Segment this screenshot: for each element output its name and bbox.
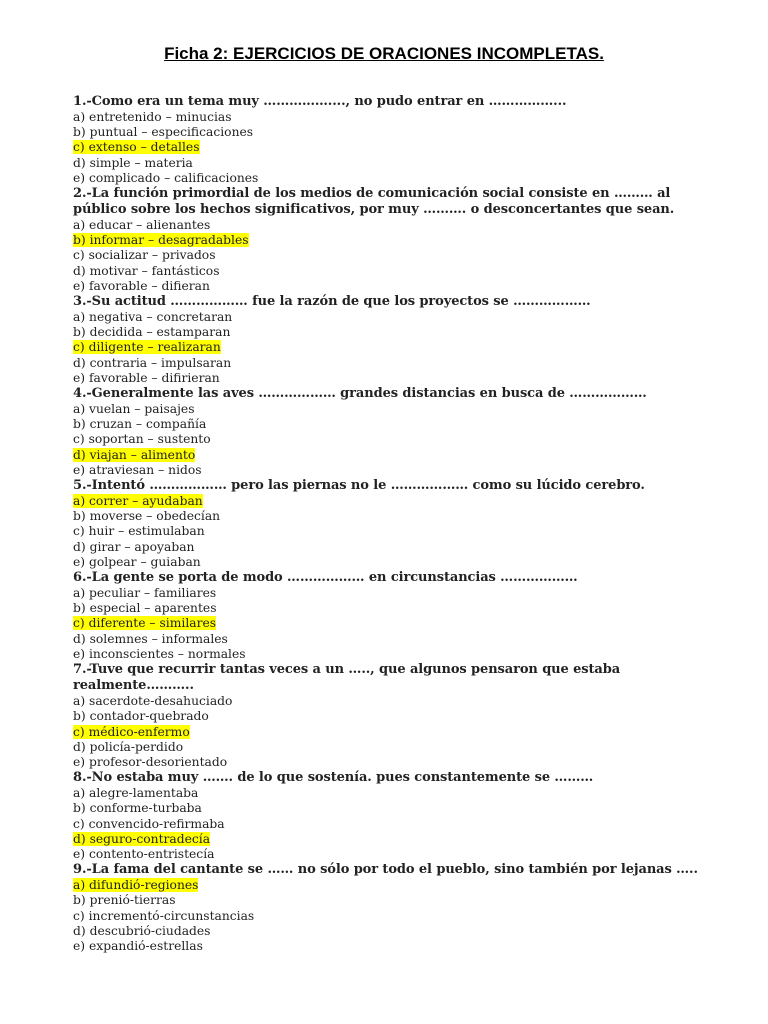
question-block bbox=[73, 94, 713, 186]
question-text: 2.-La función primordial de los medios de comunicación social consiste en ……… al público sobre los hechos significativos, por muy ………. o desconcertantes que sean. bbox=[73, 186, 675, 218]
option-line bbox=[73, 524, 713, 539]
option-line bbox=[73, 755, 713, 770]
highlighted-answer: c) extenso – detalles bbox=[73, 140, 200, 155]
option-text: a) vuelan – paisajes bbox=[73, 402, 195, 417]
page-title: Ficha 2: EJERCICIOS DE ORACIONES INCOMPLETAS. bbox=[164, 44, 604, 63]
option-line bbox=[73, 233, 713, 248]
option-line bbox=[73, 140, 713, 155]
option-text: e) favorable – difirieran bbox=[73, 370, 220, 385]
option-text: a) sacerdote-desahuciado bbox=[73, 694, 233, 709]
option-text: c) huir – estimulaban bbox=[73, 524, 205, 539]
option-line bbox=[73, 218, 713, 233]
options-list bbox=[73, 402, 713, 478]
question-block bbox=[73, 862, 713, 954]
question-text: 9.-La fama del cantante se …… no sólo por todo el pueblo, sino también por lejanas ….. bbox=[73, 862, 698, 878]
option-line bbox=[73, 694, 713, 709]
option-line bbox=[73, 817, 713, 832]
option-text: e) favorable – difieran bbox=[73, 278, 210, 293]
option-text: c) soportan – sustento bbox=[73, 432, 211, 447]
option-text: a) negativa – concretaran bbox=[73, 310, 233, 325]
options-list bbox=[73, 694, 713, 770]
question-block bbox=[73, 478, 713, 570]
option-line bbox=[73, 909, 713, 924]
option-text: d) solemnes – informales bbox=[73, 631, 228, 646]
option-line bbox=[73, 647, 713, 662]
question-block bbox=[73, 186, 713, 294]
option-text: c) convencido-refirmaba bbox=[73, 816, 225, 831]
options-list bbox=[73, 494, 713, 570]
option-line bbox=[73, 893, 713, 908]
option-text: c) socializar – privados bbox=[73, 248, 216, 263]
option-line bbox=[73, 924, 713, 939]
option-text: e) atraviesan – nidos bbox=[73, 462, 202, 477]
option-text: e) golpear – guiaban bbox=[73, 554, 201, 569]
option-line bbox=[73, 325, 713, 340]
question-text: 4.-Generalmente las aves ……………… grandes distancias en busca de ……………… bbox=[73, 386, 647, 402]
option-line bbox=[73, 801, 713, 816]
highlighted-answer: c) médico-enfermo bbox=[73, 724, 190, 739]
option-text: b) especial – aparentes bbox=[73, 601, 217, 616]
options-list bbox=[73, 110, 713, 186]
option-line bbox=[73, 847, 713, 862]
option-line bbox=[73, 125, 713, 140]
option-line bbox=[73, 264, 713, 279]
option-line bbox=[73, 786, 713, 801]
option-line bbox=[73, 448, 713, 463]
option-line bbox=[73, 432, 713, 447]
option-line bbox=[73, 555, 713, 570]
question-text: 5.-Intentó ……………… pero las piernas no le ……………… como su lúcido cerebro. bbox=[73, 478, 645, 494]
option-line bbox=[73, 356, 713, 371]
highlighted-answer: c) diferente – similares bbox=[73, 616, 217, 631]
option-text: e) complicado – calificaciones bbox=[73, 170, 259, 185]
question-text: 8.-No estaba muy ……. de lo que sostenía. pues constantemente se ……… bbox=[73, 770, 594, 786]
option-line bbox=[73, 878, 713, 893]
options-list bbox=[73, 878, 713, 954]
option-line bbox=[73, 509, 713, 524]
question-text: 6.-La gente se porta de modo ……………… en circunstancias ……………… bbox=[73, 570, 578, 586]
option-text: e) expandió-estrellas bbox=[73, 938, 203, 953]
highlighted-answer: c) diligente – realizaran bbox=[73, 340, 221, 355]
option-line bbox=[73, 171, 713, 186]
questions-container bbox=[73, 94, 713, 954]
highlighted-answer: a) correr – ayudaban bbox=[73, 494, 203, 509]
highlighted-answer: a) difundió-regiones bbox=[73, 878, 199, 893]
question-block bbox=[73, 294, 713, 386]
option-text: b) prenió-tierras bbox=[73, 893, 176, 908]
option-line bbox=[73, 540, 713, 555]
question-block bbox=[73, 770, 713, 862]
option-line bbox=[73, 494, 713, 509]
option-line bbox=[73, 586, 713, 601]
option-text: b) contador-quebrado bbox=[73, 709, 209, 724]
option-text: e) contento-entristecía bbox=[73, 846, 215, 861]
option-text: a) peculiar – familiares bbox=[73, 586, 217, 601]
option-text: c) incrementó-circunstancias bbox=[73, 908, 255, 923]
option-line bbox=[73, 279, 713, 294]
option-line bbox=[73, 832, 713, 847]
option-line bbox=[73, 616, 713, 631]
options-list bbox=[73, 218, 713, 294]
option-text: b) puntual – especificaciones bbox=[73, 125, 254, 140]
option-text: b) moverse – obedecían bbox=[73, 509, 221, 524]
option-text: d) motivar – fantásticos bbox=[73, 263, 220, 278]
option-text: d) policía-perdido bbox=[73, 739, 184, 754]
option-line bbox=[73, 709, 713, 724]
option-text: d) contraria – impulsaran bbox=[73, 355, 232, 370]
option-text: e) profesor-desorientado bbox=[73, 754, 228, 769]
option-line bbox=[73, 417, 713, 432]
option-line bbox=[73, 371, 713, 386]
option-line bbox=[73, 156, 713, 171]
options-list bbox=[73, 310, 713, 386]
option-text: e) inconscientes – normales bbox=[73, 646, 246, 661]
option-line bbox=[73, 340, 713, 355]
highlighted-answer: b) informar – desagradables bbox=[73, 233, 249, 248]
question-block bbox=[73, 570, 713, 662]
option-text: d) simple – materia bbox=[73, 155, 193, 170]
question-text: 7.-Tuve que recurrir tantas veces a un ….., que algunos pensaron que estaba realmente……….. bbox=[73, 662, 621, 694]
question-block bbox=[73, 386, 713, 478]
option-line bbox=[73, 725, 713, 740]
option-text: b) decidida – estamparan bbox=[73, 325, 231, 340]
question-block bbox=[73, 662, 713, 770]
option-text: b) conforme-turbaba bbox=[73, 801, 202, 816]
option-text: a) educar – alienantes bbox=[73, 218, 211, 233]
option-line bbox=[73, 463, 713, 478]
option-line bbox=[73, 939, 713, 954]
highlighted-answer: d) viajan – alimento bbox=[73, 447, 196, 462]
highlighted-answer: d) seguro-contradecía bbox=[73, 831, 211, 846]
option-line bbox=[73, 601, 713, 616]
options-list bbox=[73, 786, 713, 862]
option-line bbox=[73, 248, 713, 263]
option-line bbox=[73, 740, 713, 755]
option-text: a) entretenido – minucias bbox=[73, 110, 232, 124]
option-line bbox=[73, 402, 713, 417]
option-text: a) alegre-lamentaba bbox=[73, 786, 199, 801]
option-line bbox=[73, 632, 713, 647]
option-text: d) descubrió-ciudades bbox=[73, 923, 211, 938]
question-text: 3.-Su actitud ……………… fue la razón de que los proyectos se ……………… bbox=[73, 294, 591, 310]
option-line bbox=[73, 110, 713, 125]
question-text: 1.-Como era un tema muy ……………...., no pudo entrar en ……………... bbox=[73, 94, 567, 109]
option-text: d) girar – apoyaban bbox=[73, 539, 195, 554]
option-line bbox=[73, 310, 713, 325]
options-list bbox=[73, 586, 713, 662]
option-text: b) cruzan – compañía bbox=[73, 417, 207, 432]
